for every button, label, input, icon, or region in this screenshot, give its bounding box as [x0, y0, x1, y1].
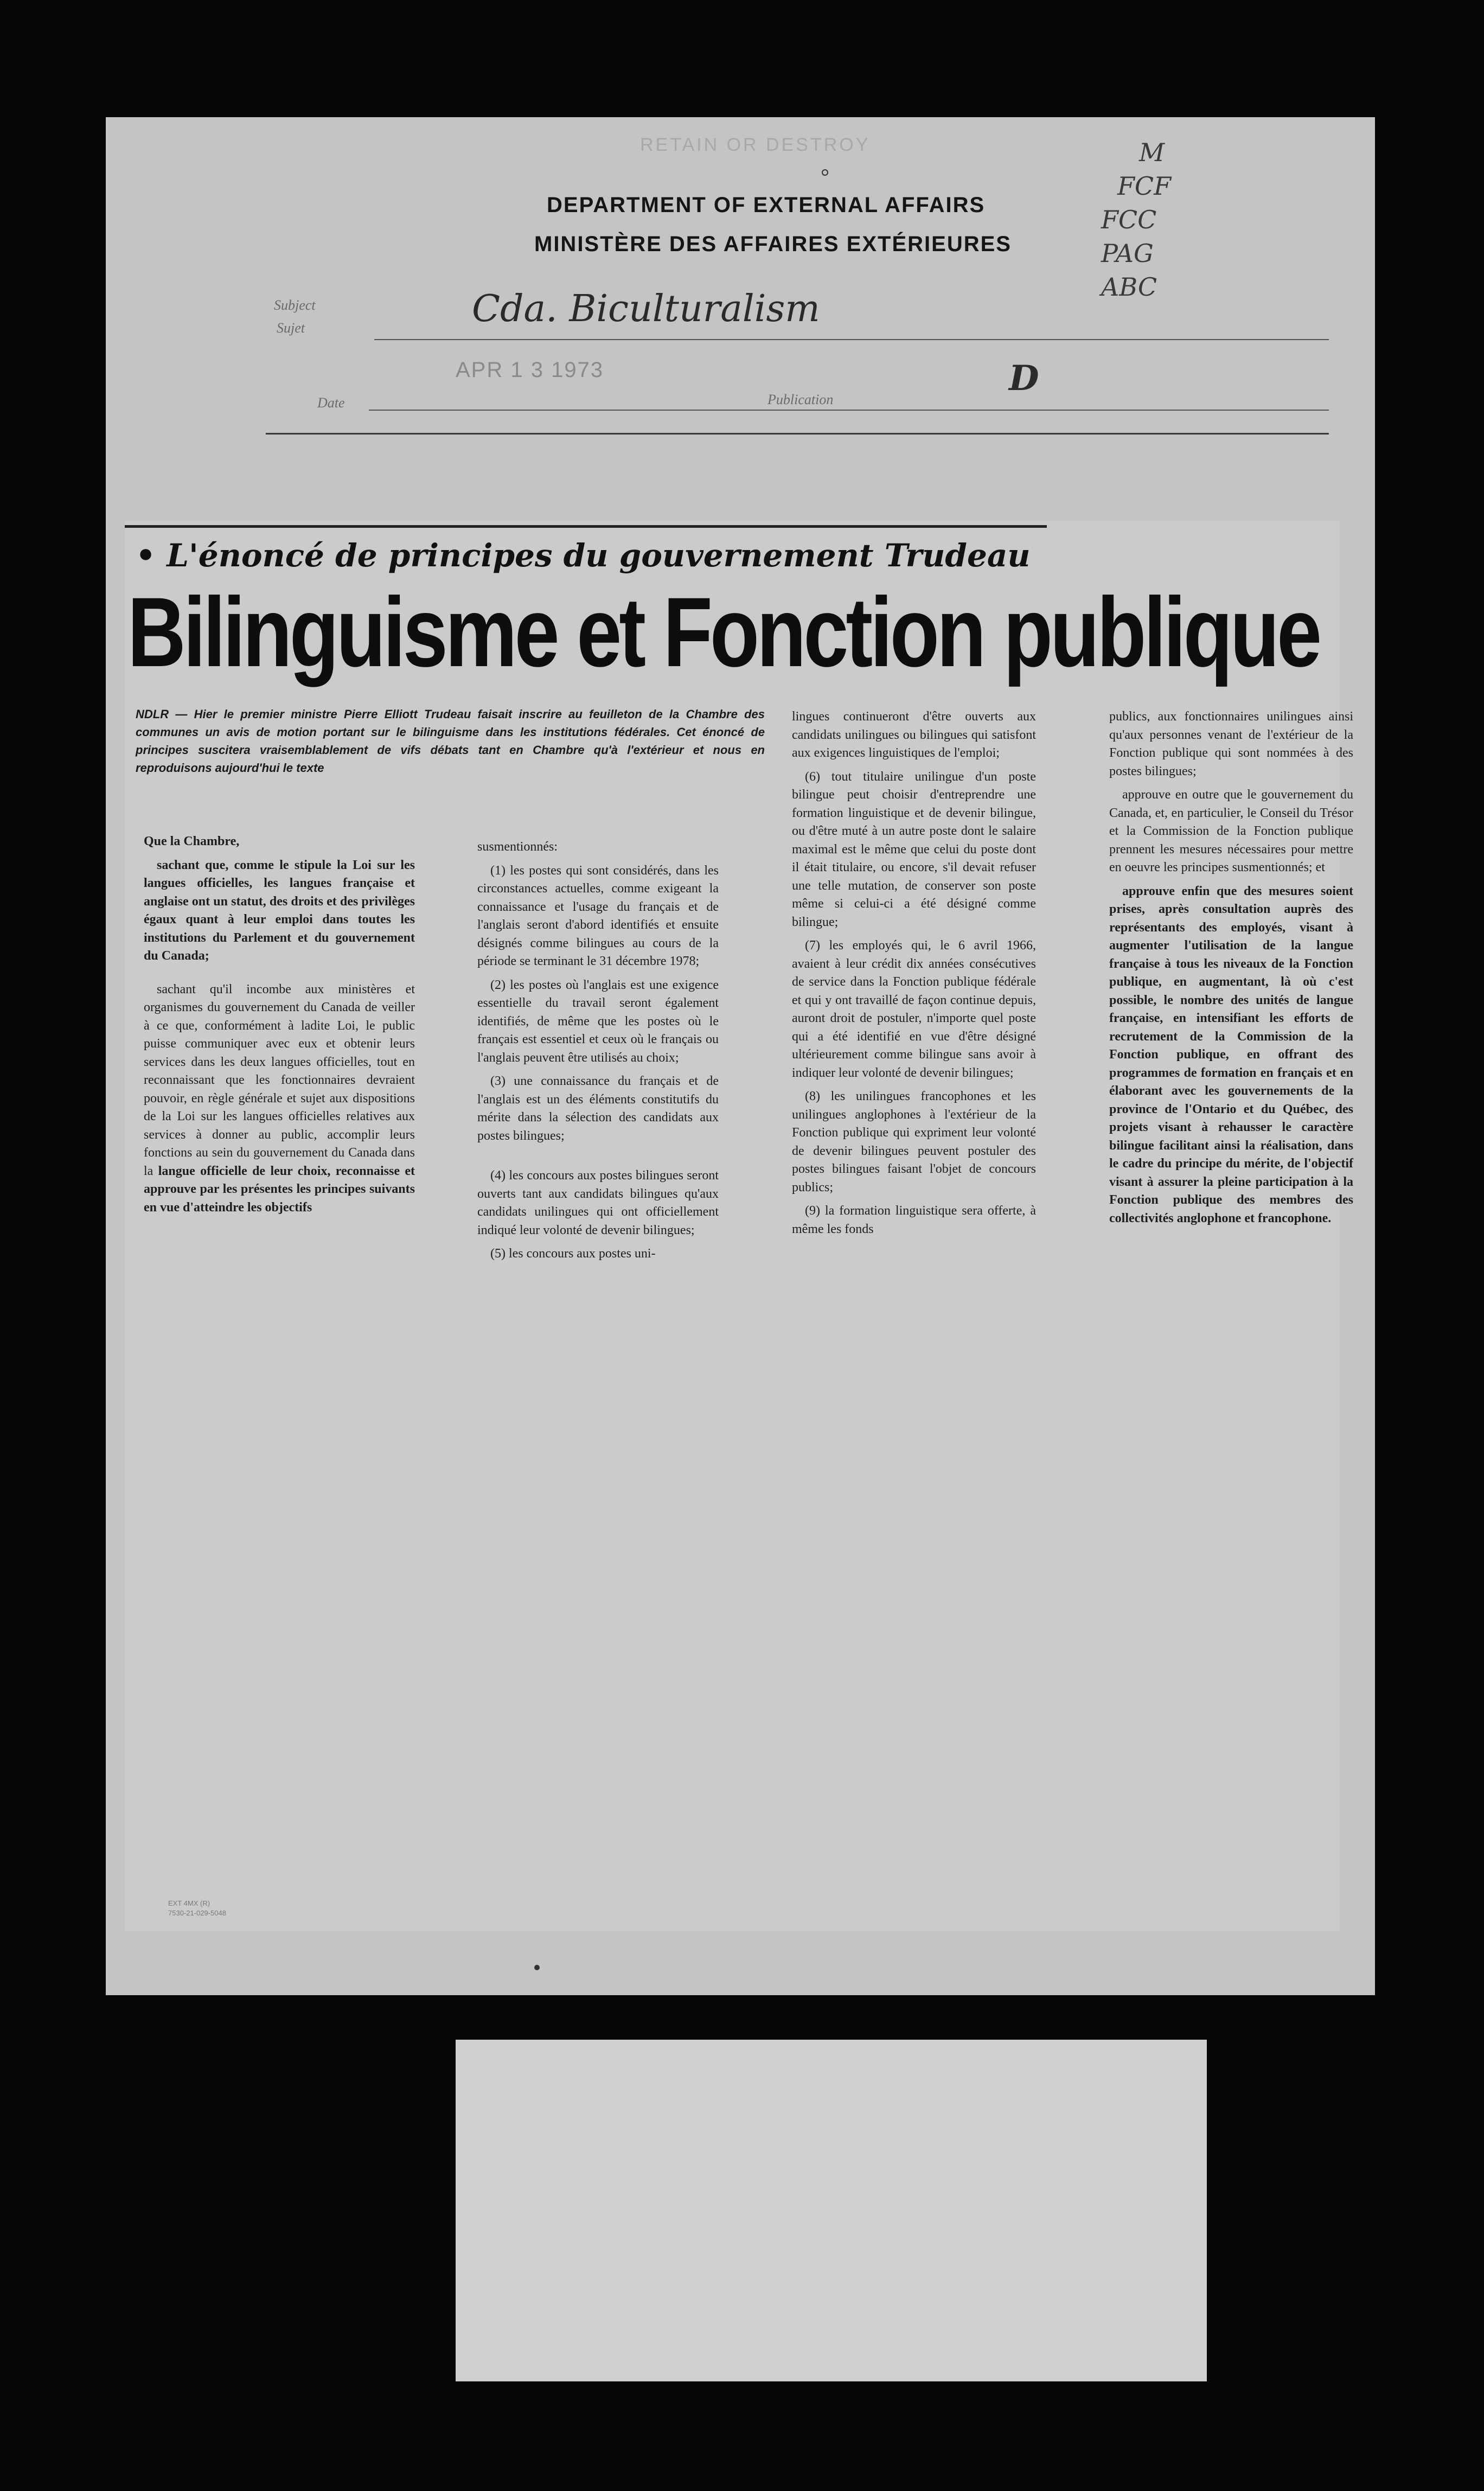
date-stamp: APR 1 3 1973: [456, 358, 604, 382]
subject-label: Subject: [274, 297, 316, 313]
column-paragraph: susmentionnés:: [477, 840, 558, 854]
column-paragraph: (4) les concours aux postes bilingues seront ouverts tant aux candidats bilingues qu'aux candidats unilingues qui ont officiellement indiqué leur volonté de devenir bilingues;: [477, 1168, 719, 1237]
date-label: Date: [317, 395, 345, 411]
column-paragraph: (3) une connaissance du français et de l'anglais est un des éléments constitutifs du mérite dans la sélection des candidats aux postes bilingues;: [477, 1074, 719, 1143]
routing-code: M: [1139, 138, 1165, 167]
article-kicker: • L'énoncé de principes du gouvernement Trudeau: [136, 537, 1031, 574]
column-paragraph: (6) tout titulaire unilingue d'un poste bilingue peut choisir d'entreprendre une formation linguistique et de devenir bilingue, ou d'être muté à un autre poste dont le salaire maximal est le même que celui du poste dont il était titulaire, ou encore, s'il devait refuser une telle mutation, de conserver son poste même si celui-ci a été désigné comme bilingue;: [792, 769, 1036, 929]
article-headline: Bilinguisme et Fonction publique: [127, 577, 1320, 687]
column-paragraph: (1) les postes qui sont considérés, dans les circonstances actuelles, comme exigeant la connaissance et l'usage du français et de l'anglais seront d'abord identifiés et ensuite désignés comme bilingues au cours de la période se terminant le 31 décembre 1978;: [477, 863, 719, 968]
punch-hole: [534, 1965, 540, 1970]
column-paragraph: approuve enfin que des mesures soient prises, après consultation auprès des représentants des employés, visant à augmenter l'utilisation de la langue française à tous les niveaux de la Fonction publique, en augmentant, là où c'est possible, le nombre des unités de langue française, en intensifiant les efforts de recrutement de la Commission de la Fonction publique, en offrant des programmes de formation en français et en élaborant avec les gouvernements de la province de l'Ontario et du Québec, des projets visant à rehausser le caractère bilingue facilitant ainsi la réalisation, dans le cadre du principe du mérite, de l'objectif visant à assurer la pleine participation à la Fonction publique des membres des collectivités anglophone et francophone.: [1109, 884, 1353, 1225]
subject-handwritten: Cda. Biculturalism: [472, 288, 820, 330]
routing-codes: [1101, 136, 1171, 304]
article-column-4: [1109, 708, 1353, 1233]
blank-slip: [456, 2040, 1207, 2381]
form-number-line: EXT 4MX (R): [168, 1899, 210, 1907]
column-paragraph: (2) les postes où l'anglais est une exigence essentielle du travail seront également identifiés, de même que les postes où le français est essentiel et ceux où le français ou l'anglais peuvent être utilisés au choix;: [477, 978, 719, 1065]
column-paragraph: sachant que, comme le stipule la Loi sur les langues officielles, les langues française et anglaise ont un statut, des droits et des privilèges égaux quant à leur emploi dans toutes les institutions du Parlement et du gouvernement du Canada;: [144, 858, 415, 963]
routing-code: PAG: [1101, 239, 1154, 268]
column-paragraph: approuve en outre que le gouvernement du Canada, et, en particulier, le Conseil du Trésor et la Commission de la Fonction publique prennent les mesures nécessaires pour mettre en oeuvre les principes susmentionnés; et: [1109, 788, 1353, 874]
punch-hole: [822, 169, 828, 176]
routing-code: ABC: [1101, 272, 1157, 302]
column-paragraph: sachant qu'il incombe aux ministères et organismes du gouvernement du Canada de veiller à ce que, conformément à ladite Loi, le public puisse communiquer avec eux et obtenir leurs services dans les deux langues officielles, tout en reconnaissant que les fonctionnaires devraient pouvoir, en règle générale et sujet aux dispositions de la Loi sur les langues officielles relatives aux services à donner au public, accomplir leurs fonctions au sein du gouvernement du Canada dans la langue officielle de leur choix, reconnaisse et approuve par les présentes les principes suivants en vue d'atteindre les objectifs: [144, 982, 415, 1215]
publication-label: Publication: [767, 392, 834, 407]
routing-code: FCC: [1101, 205, 1157, 234]
editor-note: NDLR — Hier le premier ministre Pierre Elliott Trudeau faisait inscrire au feuilleton de la Chambre des communes un avis de motion portant sur le bilinguisme dans les institutions fédérales. Cet énoncé de principes suscitera vraisemblablement de vifs débats tant en Chambre qu'à l'extérieur et nous en reproduisons aujourd'hui le texte: [136, 707, 765, 775]
column-paragraph: Que la Chambre,: [144, 834, 240, 848]
routing-code: FCF: [1117, 171, 1172, 201]
form-number-line: 7530-21-029-5048: [168, 1909, 226, 1917]
clipping-top-rule: [125, 525, 1047, 528]
department-name-french: MINISTÈRE DES AFFAIRES EXTÉRIEURES: [534, 232, 1012, 256]
article-column-1: [144, 833, 415, 1222]
column-paragraph: (8) les unilingues francophones et les unilingues anglophones à l'extérieur de la Fonction publique qui expriment leur volonté de devenir bilingues peuvent postuler des postes bilingues faisant l'objet de concours publics;: [792, 1089, 1036, 1195]
date-rule: [369, 410, 1329, 411]
retain-or-destroy-stamp: RETAIN OR DESTROY: [640, 135, 871, 155]
department-name-english: DEPARTMENT OF EXTERNAL AFFAIRS: [547, 193, 986, 217]
header-bottom-rule: [266, 433, 1329, 435]
publication-handwritten: D: [1009, 358, 1039, 399]
subject-rule: [374, 339, 1329, 340]
form-number: [168, 1899, 226, 1918]
column-paragraph: (9) la formation linguistique sera offerte, à même les fonds: [792, 1204, 1036, 1236]
column-paragraph: publics, aux fonctionnaires unilingues ainsi qu'aux personnes venant de l'extérieur de la Fonction publique qui sont nommées à des postes bilingues;: [1109, 710, 1353, 778]
column-paragraph: lingues continueront d'être ouverts aux candidats unilingues ou bilingues qui satisfont aux exigences linguistiques de l'emploi;: [792, 710, 1036, 760]
column-paragraph: (5) les concours aux postes uni-: [490, 1247, 656, 1261]
article-column-2: [477, 838, 719, 1269]
article-column-3: [792, 708, 1036, 1244]
sujet-label: Sujet: [277, 320, 305, 336]
column-paragraph: (7) les employés qui, le 6 avril 1966, avaient à leur crédit dix années consécutives de service dans la Fonction publique fédérale et qui y ont travaillé de façon continue depuis, auront droit de postuler, n'importe quel poste qui a été identifié en vue d'être désigné ultérieurement comme bilingue sans avoir à indiquer leur volonté de devenir bilingues;: [792, 938, 1036, 1080]
